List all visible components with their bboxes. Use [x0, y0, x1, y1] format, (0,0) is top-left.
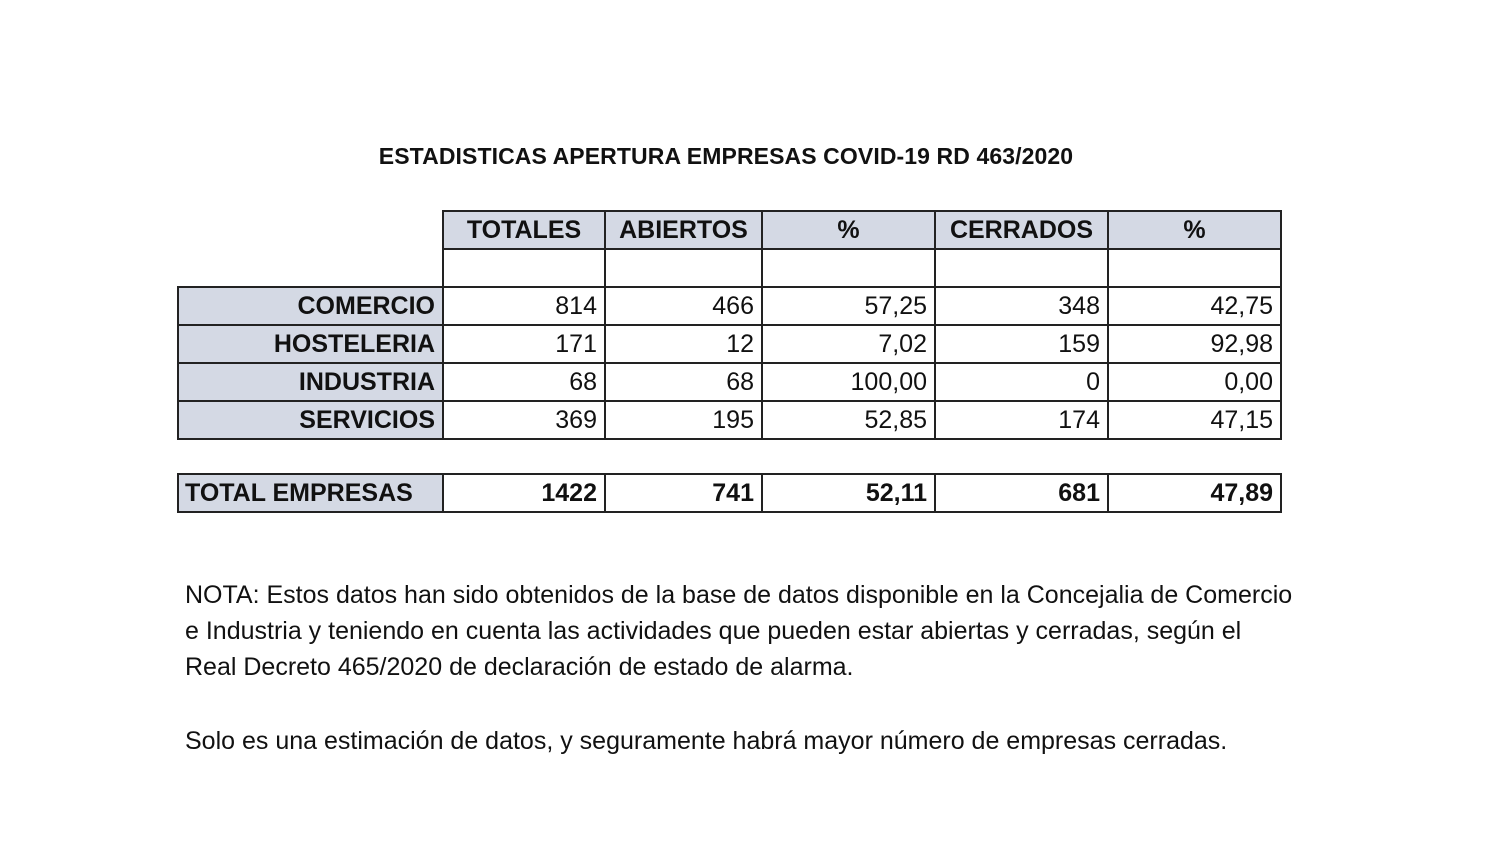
- estimate-paragraph: Solo es una estimación de datos, y seguramente habrá mayor número de empresas cerradas.: [185, 727, 1228, 755]
- row-label: INDUSTRIA: [178, 363, 443, 401]
- value-percent-abiertos: 52,85: [762, 401, 935, 439]
- value-percent-cerrados: 42,75: [1108, 287, 1281, 325]
- row-label: HOSTELERIA: [178, 325, 443, 363]
- total-label: TOTAL EMPRESAS: [178, 474, 443, 512]
- value-totales: 171: [443, 325, 605, 363]
- value-cerrados: 348: [935, 287, 1108, 325]
- value-percent-cerrados: 92,98: [1108, 325, 1281, 363]
- corner-blank: [178, 211, 443, 249]
- table-row-industria: [178, 363, 1281, 401]
- table-row-hosteleria: [178, 325, 1281, 363]
- spacer-row: [178, 439, 1281, 474]
- value-percent-cerrados: 0,00: [1108, 363, 1281, 401]
- total-abiertos: 741: [605, 474, 762, 512]
- table-row-comercio: [178, 287, 1281, 325]
- value-abiertos: 466: [605, 287, 762, 325]
- value-totales: 369: [443, 401, 605, 439]
- header-totales: TOTALES: [443, 211, 605, 249]
- total-cerrados: 681: [935, 474, 1108, 512]
- empty-row: [178, 249, 1281, 287]
- total-totales: 1422: [443, 474, 605, 512]
- value-totales: 68: [443, 363, 605, 401]
- header-row: [178, 211, 1281, 249]
- empty-cell: [1108, 249, 1281, 287]
- value-percent-cerrados: 47,15: [1108, 401, 1281, 439]
- table-row-servicios: [178, 401, 1281, 439]
- header-cerrados: CERRADOS: [935, 211, 1108, 249]
- header-abiertos: ABIERTOS: [605, 211, 762, 249]
- page-title: ESTADISTICAS APERTURA EMPRESAS COVID-19 RD 463/2020: [378, 143, 1074, 169]
- empty-cell: [605, 249, 762, 287]
- statistics-table: [177, 210, 1282, 513]
- value-cerrados: 174: [935, 401, 1108, 439]
- total-percent-cerrados: 47,89: [1108, 474, 1281, 512]
- table-row-total: [178, 474, 1281, 512]
- value-abiertos: 195: [605, 401, 762, 439]
- value-percent-abiertos: 57,25: [762, 287, 935, 325]
- header-percent-cerrados: %: [1108, 211, 1281, 249]
- empty-cell: [762, 249, 935, 287]
- row-label: COMERCIO: [178, 287, 443, 325]
- value-cerrados: 159: [935, 325, 1108, 363]
- total-percent-abiertos: 52,11: [762, 474, 935, 512]
- empty-cell: [443, 249, 605, 287]
- value-totales: 814: [443, 287, 605, 325]
- header-percent-abiertos: %: [762, 211, 935, 249]
- value-abiertos: 12: [605, 325, 762, 363]
- value-abiertos: 68: [605, 363, 762, 401]
- row-label: SERVICIOS: [178, 401, 443, 439]
- value-percent-abiertos: 7,02: [762, 325, 935, 363]
- note-paragraph: NOTA: Estos datos han sido obtenidos de la base de datos disponible en la Concejalia de Comercio e Industria y teniendo en cuenta las actividades que pueden estar abiertas y cerradas, según el Real Decreto 465/2020 de declaración de estado de alarma.: [185, 581, 1293, 681]
- value-percent-abiertos: 100,00: [762, 363, 935, 401]
- empty-cell: [935, 249, 1108, 287]
- value-cerrados: 0: [935, 363, 1108, 401]
